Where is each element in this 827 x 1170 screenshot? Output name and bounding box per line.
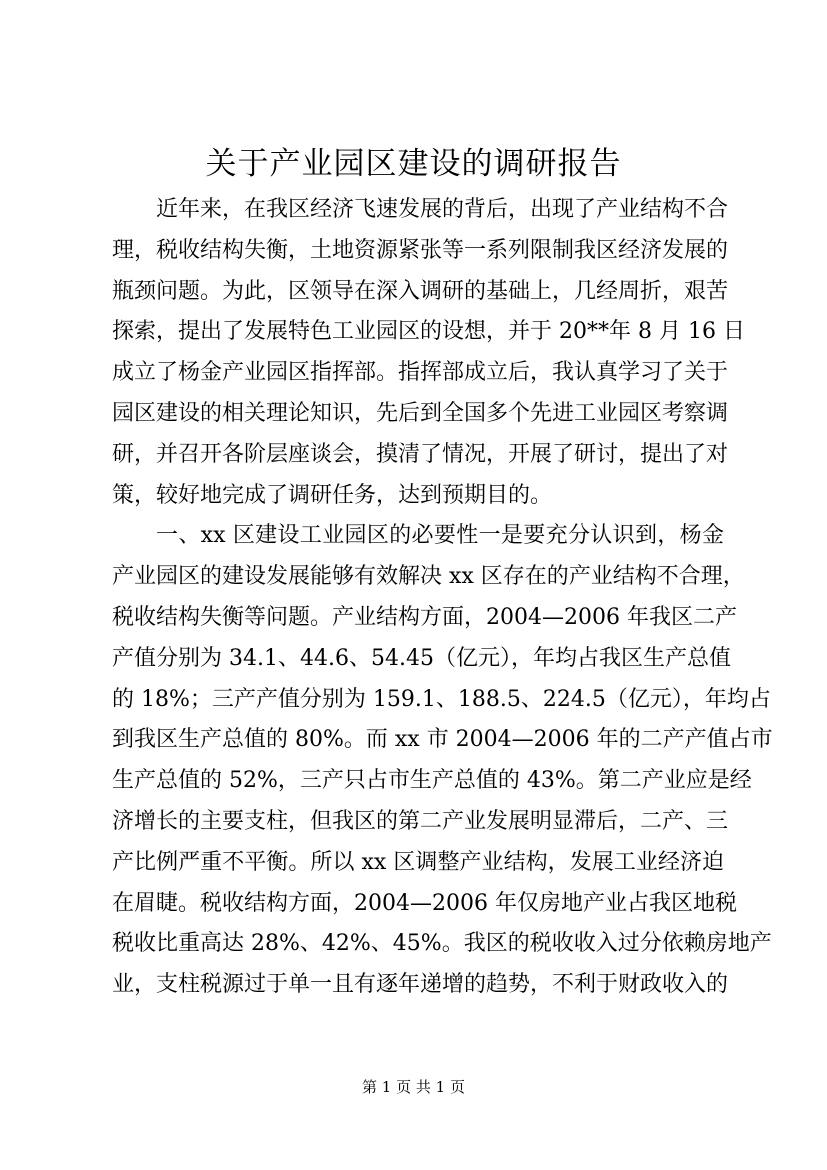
- body-line: 税收结构失衡等问题。产业结构方面，2004—2006 年我区二产: [112, 604, 737, 630]
- body-line: 园区建设的相关理论知识，先后到全国多个先进工业园区考察调: [112, 400, 729, 426]
- body-line: 瓶颈问题。为此，区领导在深入调研的基础上，几经周折，艰苦: [112, 278, 729, 304]
- body-line: 生产总值的 52%，三产只占市生产总值的 43%。第二产业应是经: [112, 768, 752, 794]
- body-line: 在眉睫。税收结构方面，2004—2006 年仅房地产业占我区地税: [112, 890, 737, 916]
- body-line: 一、xx 区建设工业园区的必要性一是要充分认识到，杨金: [156, 523, 724, 549]
- body-line: 的 18%；三产产值分别为 159.1、188.5、224.5（亿元），年均占: [112, 686, 771, 712]
- document-title: 关于产业园区建设的调研报告: [205, 146, 622, 182]
- body-line: 产值分别为 34.1、44.6、54.45（亿元），年均占我区生产总值: [112, 645, 731, 671]
- body-line: 理，税收结构失衡，土地资源紧张等一系列限制我区经济发展的: [112, 237, 729, 263]
- body-line: 业，支柱税源过于单一且有逐年递增的趋势，不利于财政收入的: [112, 972, 729, 998]
- body-line: 策，较好地完成了调研任务，达到预期目的。: [112, 482, 553, 508]
- body-line: 近年来，在我区经济飞速发展的背后，出现了产业结构不合: [156, 197, 729, 222]
- body-line: 济增长的主要支柱，但我区的第二产业发展明显滞后，二产、三: [112, 808, 729, 834]
- body-line: 到我区生产总值的 80%。而 xx 市 2004—2006 年的二产产值占市: [112, 727, 773, 753]
- body-line: 产比例严重不平衡。所以 xx 区调整产业结构，发展工业经济迫: [112, 849, 724, 875]
- document-body: [112, 190, 773, 1006]
- page-footer: 第 1 页 共 1 页: [362, 1078, 465, 1096]
- body-line: 税收比重高达 28%、42%、45%。我区的税收收入过分依赖房地产: [112, 931, 772, 957]
- body-line: 产业园区的建设发展能够有效解决 xx 区存在的产业结构不合理，: [112, 564, 745, 590]
- body-line: 探索，提出了发展特色工业园区的设想，并于 20**年 8 月 16 日: [112, 319, 745, 345]
- body-line: 成立了杨金产业园区指挥部。指挥部成立后，我认真学习了关于: [112, 360, 729, 386]
- body-line: 研，并召开各阶层座谈会，摸清了情况，开展了研讨，提出了对: [112, 441, 729, 467]
